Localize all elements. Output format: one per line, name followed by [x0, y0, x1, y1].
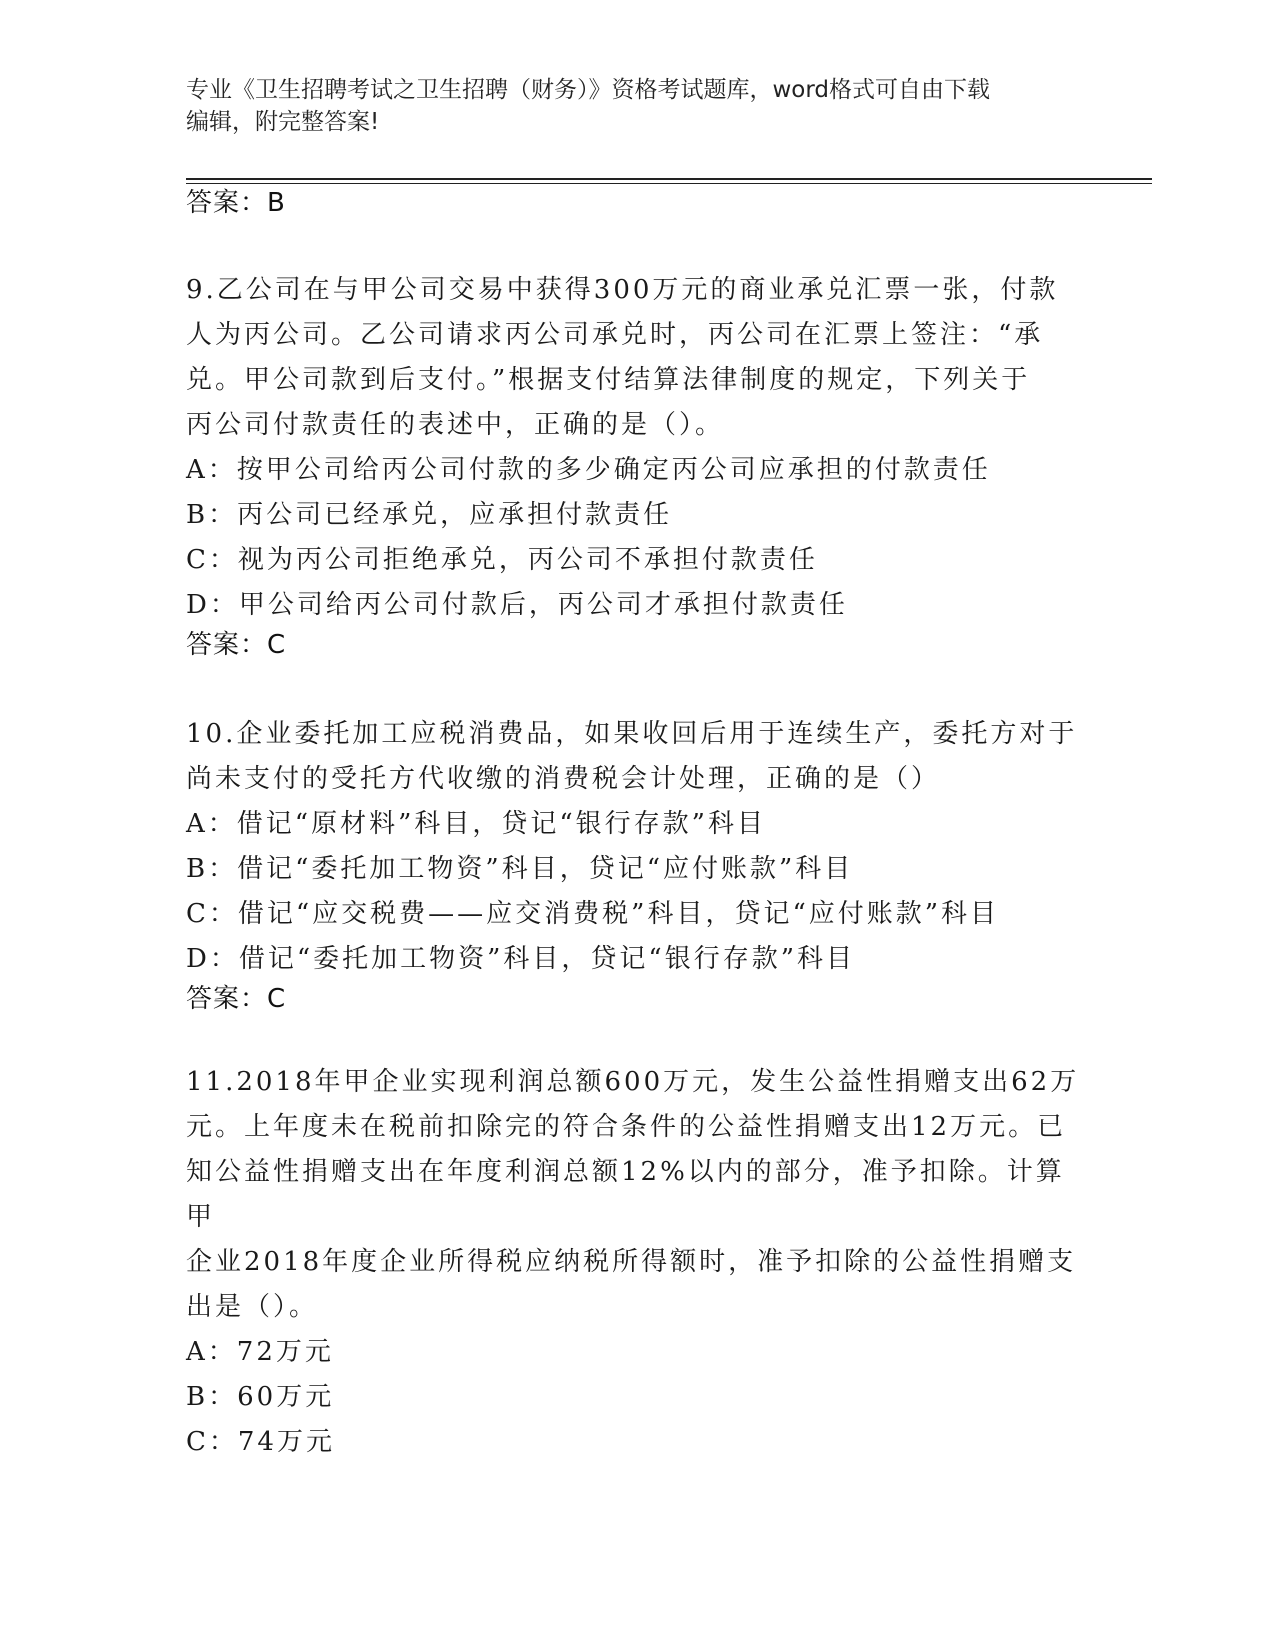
header-line-2: 编辑，附完整答案! — [186, 109, 380, 135]
question-text-line: 兑。甲公司款到后支付。”根据支付结算法律制度的规定，下列关于 — [186, 365, 1031, 395]
question-text-line: 10.企业委托加工应税消费品，如果收回后用于连续生产，委托方对于 — [186, 719, 1078, 749]
option-a: A：借记“原材料”科目，贷记“银行存款”科目 — [186, 809, 766, 839]
option-d: D：甲公司给丙公司付款后，丙公司才承担付款责任 — [186, 590, 848, 620]
question-text-line: 11.2018年甲企业实现利润总额600万元，发生公益性捐赠支出62万 — [186, 1067, 1080, 1097]
option-c: C：视为丙公司拒绝承兑，丙公司不承担付款责任 — [186, 545, 818, 575]
question-text-line: 出是（）。 — [186, 1292, 319, 1322]
question-text-line: 元。上年度未在税前扣除完的符合条件的公益性捐赠支出12万元。已 — [186, 1112, 1067, 1142]
option-a: A：72万元 — [186, 1337, 334, 1367]
question-text-line: 9.乙公司在与甲公司交易中获得300万元的商业承兑汇票一张，付款 — [186, 275, 1059, 305]
previous-answer: 答案：B — [186, 188, 286, 218]
question-text-line: 人为丙公司。乙公司请求丙公司承兑时，丙公司在汇票上签注：“承 — [186, 320, 1044, 350]
option-b: B：丙公司已经承兑，应承担付款责任 — [186, 500, 673, 530]
question-10-answer: 答案：C — [186, 984, 287, 1014]
question-10 — [186, 712, 1086, 982]
option-b: B：借记“委托加工物资”科目，贷记“应付账款”科目 — [186, 854, 854, 884]
document-header — [186, 74, 1086, 138]
question-text-line: 知公益性捐赠支出在年度利润总额12%以内的部分，准予扣除。计算甲 — [186, 1157, 1065, 1232]
option-b: B：60万元 — [186, 1382, 335, 1412]
header-line-1: 专业《卫生招聘考试之卫生招聘（财务）》资格考试题库，word格式可自由下载 — [186, 77, 991, 103]
question-text-line: 企业2018年度企业所得税应纳税所得额时，准予扣除的公益性捐赠支 — [186, 1247, 1077, 1277]
header-rule-thin — [186, 183, 1152, 184]
question-text-line: 尚未支付的受托方代收缴的消费税会计处理，正确的是（） — [186, 764, 941, 794]
option-c: C：借记“应交税费——应交消费税”科目，贷记“应付账款”科目 — [186, 899, 1000, 929]
option-d: D：借记“委托加工物资”科目，贷记“银行存款”科目 — [186, 944, 856, 974]
question-text-line: 丙公司付款责任的表述中，正确的是（）。 — [186, 410, 725, 440]
question-9 — [186, 268, 1086, 628]
question-11 — [186, 1060, 1086, 1465]
question-9-answer: 答案：C — [186, 630, 287, 660]
option-a: A：按甲公司给丙公司付款的多少确定丙公司应承担的付款责任 — [186, 455, 991, 485]
header-rule-thick — [186, 178, 1152, 180]
option-c: C：74万元 — [186, 1427, 335, 1457]
